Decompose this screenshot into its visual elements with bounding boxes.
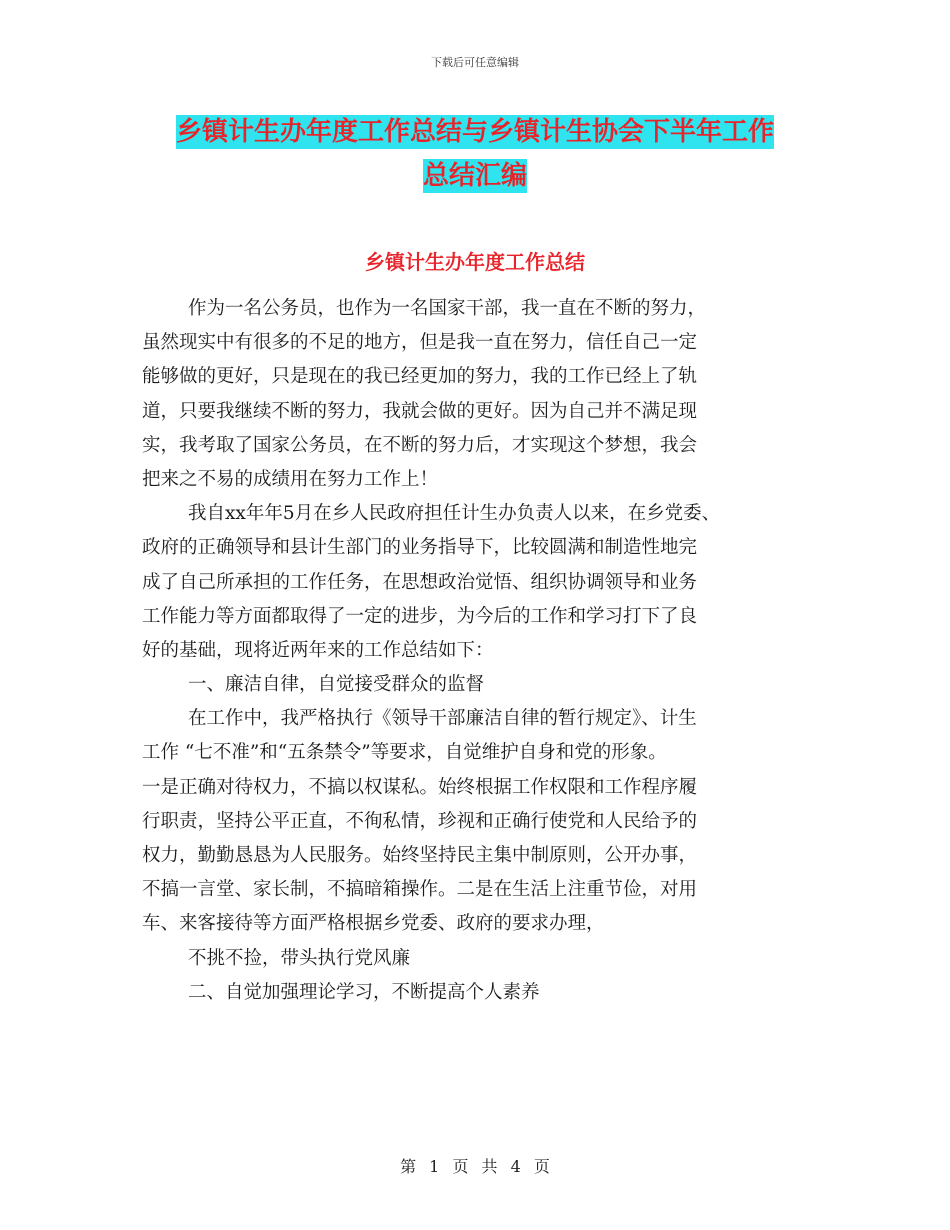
text-line: 虽然现实中有很多的不足的地方，但是我一直在努力，信任自己一定 (142, 332, 698, 354)
body-text (142, 292, 832, 1010)
text-line: 作为一名公务员，也作为一名国家干部，我一直在不断的努力， (188, 298, 707, 319)
page-footer: 第 1 页 共 4 页 (400, 1157, 550, 1176)
text-line: 不搞一言堂、家长制，不搞暗箱操作。二是在生活上注重节俭，对用 (142, 879, 698, 901)
text-line: 一、廉洁自律，自觉接受群众的监督 (188, 674, 485, 696)
section-title: 乡镇计生办年度工作总结 (365, 250, 585, 274)
text-line: 工作 “七不准”和“五条禁令”等要求，自觉维护自身和党的形象。 (142, 742, 667, 764)
text-line: 行职责，坚持公平正直，不徇私情，珍视和正确行使党和人民给予的 (142, 810, 698, 832)
text-line: 我自xx年年5月在乡人民政府担任计生办负责人以来，在乡党委、 (188, 503, 721, 525)
title-line-1: 乡镇计生办年度工作总结与乡镇计生协会下半年工作 (175, 117, 774, 147)
text-line: 好的基础，现将近两年来的工作总结如下： (142, 639, 494, 661)
text-line: 道，只要我继续不断的努力，我就会做的更好。因为自己并不满足现 (142, 400, 698, 422)
text-line: 政府的正确领导和县计生部门的业务指导下，比较圆满和制造性地完 (142, 537, 698, 559)
text-line: 实，我考取了国家公务员，在不断的努力后，才实现这个梦想，我会 (142, 434, 698, 456)
text-line: 能够做的更好，只是现在的我已经更加的努力，我的工作已经上了轨 (142, 366, 698, 388)
header-note: 下载后可任意编辑 (431, 56, 519, 69)
text-line: 二、自觉加强理论学习，不断提高个人素养 (188, 981, 540, 1003)
document-title (0, 110, 950, 198)
text-line: 把来之不易的成绩用在努力工作上！ (142, 468, 439, 490)
text-line: 成了自己所承担的工作任务，在思想政治觉悟、组织协调领导和业务 (142, 571, 698, 593)
text-line: 不挑不捡，带头执行党风廉 (188, 947, 411, 969)
text-line: 车、来客接待等方面严格根据乡党委、政府的要求办理， (142, 913, 605, 935)
text-line: 工作能力等方面都取得了一定的进步，为今后的工作和学习打下了良 (142, 605, 698, 627)
text-line: 一是正确对待权力，不搞以权谋私。始终根据工作权限和工作程序履 (142, 776, 698, 798)
text-line: 在工作中，我严格执行《领导干部廉洁自律的暂行规定》、计生 (188, 708, 697, 730)
title-line-2: 总结汇编 (422, 161, 527, 191)
text-line: 权力，勤勤恳恳为人民服务。始终坚持民主集中制原则，公开办事， (142, 845, 698, 866)
